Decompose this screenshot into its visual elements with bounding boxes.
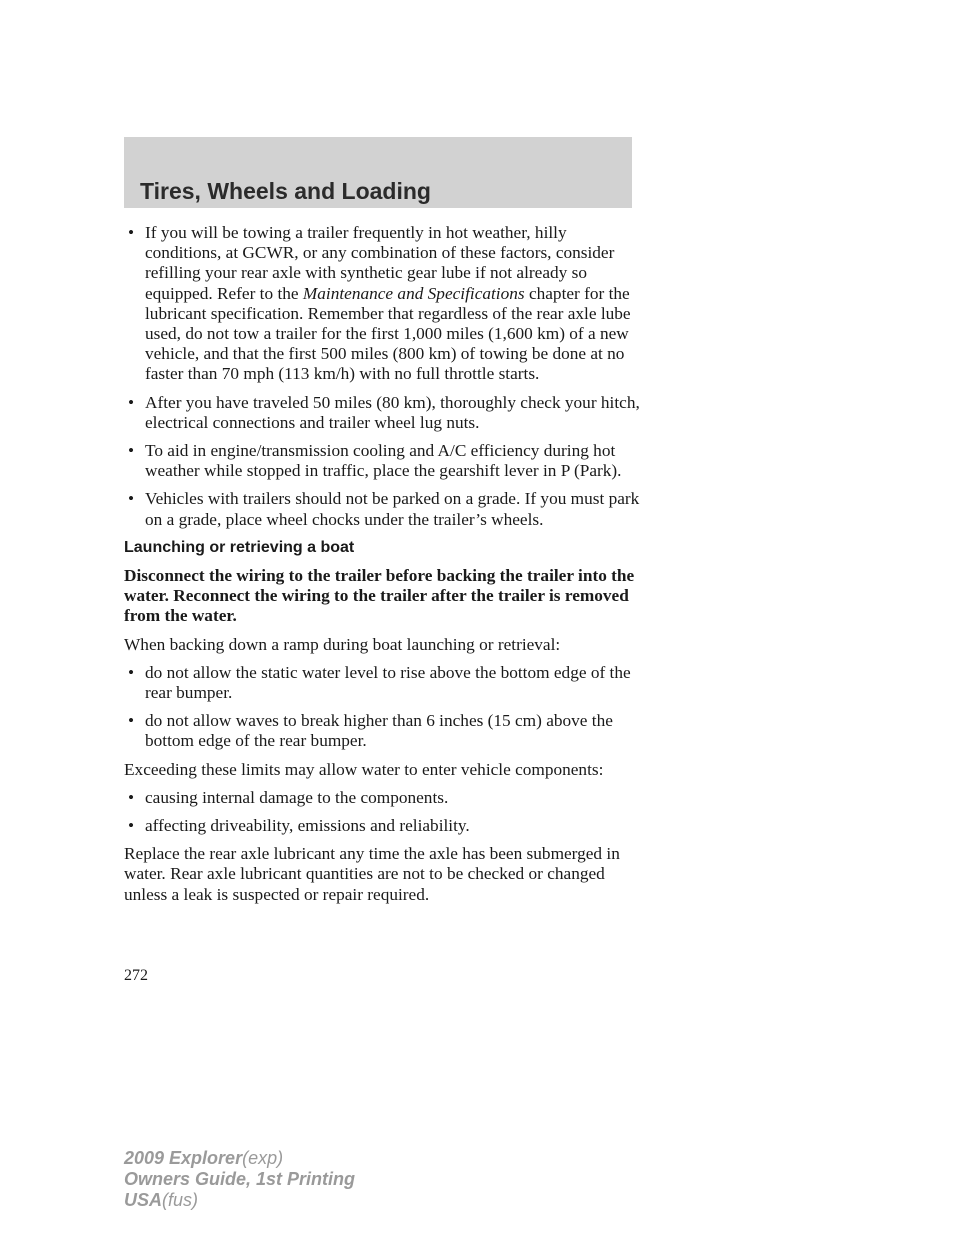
bullet-synthetic-gear-lube: • If you will be towing a trailer frequently in hot weather, hilly conditions, at GCWR, or any combination of these factors, consider refilling your rear axle with synthetic gear lube if not already so equipped. Refer to the Maintenance and Specifications chapter for the lubricant specification. Remember that regardless of the rear axle lube used, do not tow a trailer for the first 1,000 miles (1,600 km) of a new vehicle, and that the first 500 miles (800 km) of towing be done at no faster than 70 mph (113 km/h) with no full throttle starts. <box>124 223 644 385</box>
boat-section-heading: Launching or retrieving a boat <box>124 538 355 556</box>
ramp-intro: When backing down a ramp during boat launching or retrieval: <box>124 634 561 654</box>
bullet-waves: • do not allow waves to break higher than 6 inches (15 cm) above the bottom edge of the rear bumper. <box>124 711 644 751</box>
bullet-check-hitch: • After you have traveled 50 miles (80 km), thoroughly check your hitch, electrical connections and trailer wheel lug nuts. <box>124 393 644 433</box>
footer-line-2: Owners Guide, 1st Printing <box>124 1169 356 1189</box>
wiring-warning: Disconnect the wiring to the trailer before backing the trailer into the water. Reconnect the wiring to the trailer after the trailer is removed from the water. <box>124 566 635 626</box>
bullet-static-water: • do not allow the static water level to rise above the bottom edge of the rear bumper. <box>124 663 644 703</box>
exceed-intro: Exceeding these limits may allow water to enter vehicle components: <box>124 759 604 779</box>
bullet-cooling: • To aid in engine/transmission cooling and A/C efficiency during hot weather while stopped in traffic, place the gearshift lever in P (Park). <box>124 441 644 481</box>
page-number: 272 <box>124 967 148 984</box>
page-body <box>124 223 644 913</box>
bullet-grade-parking: • Vehicles with trailers should not be parked on a grade. If you must park on a grade, place wheel chocks under the trailer’s wheels. <box>124 489 644 529</box>
footer-line-3: USA(fus) <box>124 1190 199 1210</box>
footer-line-1: 2009 Explorer(exp) <box>124 1148 284 1168</box>
section-title: Tires, Wheels and Loading <box>140 178 431 204</box>
axle-lubricant-note: Replace the rear axle lubricant any time the axle has been submerged in water. Rear axle lubricant quantities are not to be checked or changed unless a leak is suspected or repair required. <box>124 844 620 904</box>
document-footer <box>124 1148 355 1211</box>
bullet-driveability: • affecting driveability, emissions and reliability. <box>124 816 644 836</box>
chapter-reference: Maintenance and Specifications <box>302 283 525 303</box>
bullet-internal-damage: • causing internal damage to the components. <box>124 788 644 808</box>
